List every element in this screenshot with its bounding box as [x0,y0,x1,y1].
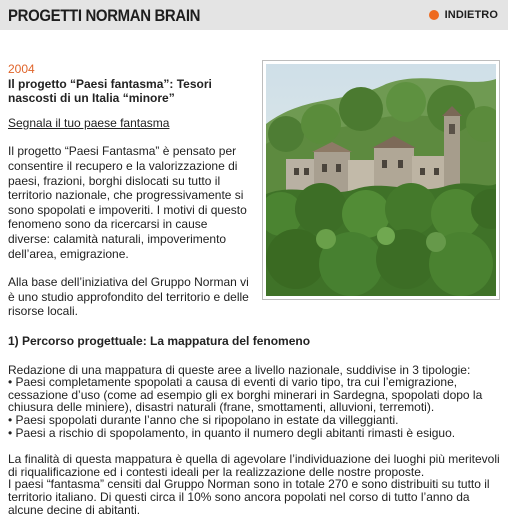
ghost-village-photo [262,60,500,300]
list-item: • Paesi completamente spopolati a causa di eventi di vario tipo, tra cui l’emigrazione, cessazione d’uso (come ad esempio gli ex borghi minerari in Sardegna, spopolati dopo la chiusura delle miniere), disastri naturali (frane, smottamenti, alluvioni, terremoti). [8,375,483,415]
back-button-label: INDIETRO [444,9,498,21]
page-header [0,0,508,30]
ghost-village-photo-image [266,64,496,296]
typology-list [8,376,502,439]
goal-paragraph: La finalità di questa mappatura è quella di agevolare l’individuazione dei luoghi più meritevoli di riqualificazione ed i contesti ideali per la realizzazione delle nostre proposte. [8,452,500,479]
count-paragraph: I paesi “fantasma” censiti dal Gruppo Norman sono in totale 270 e sono distribuiti su tutto il territorio italiano. Di questi circa il 10% sono ancora popolati nel corso di tutto l’anno da alcune decine di abitanti. [8,477,490,517]
report-ghost-town-link[interactable]: Segnala il tuo paese fantasma [8,115,170,130]
section-mapping [8,335,502,516]
intro-paragraph: Il progetto “Paesi Fantasma” è pensato per consentire il recupero e la valorizzazione di paesi, frazioni, borghi dislocati su tutto il territorio nazionale, che progressivamente si sono spopolati e impoveriti. I motivi di questo fenomeno sono da ricercarsi in cause diverse: calamità naturali, impoverimento dell’area, emigrazione. [8,144,247,261]
list-item: • Paesi a rischio di spopolamento, in quanto il numero degli abitanti rimasti è esiguo. [8,425,456,440]
back-button[interactable] [429,9,498,21]
project-year: 2004 [8,62,35,76]
orange-dot-icon [429,10,439,20]
intro-column [8,62,250,333]
project-title: Il progetto “Paesi fantasma”: Tesori nascosti di un Italia “minore” [8,76,212,106]
section-lead: Redazione di una mappatura di queste aree a livello nazionale, suddivise in 3 tipologie: [8,362,471,377]
list-item: • Paesi spopolati durante l’anno che si ripopolano in estate da villeggianti. [8,412,399,427]
intro-paragraph: Alla base dell’iniziativa del Gruppo Norman vi è uno studio approfondito del territorio e delle risorse locali. [8,275,249,319]
section-heading: 1) Percorso progettuale: La mappatura del fenomeno [8,334,311,348]
page-title: PROGETTI NORMAN BRAIN [8,6,201,25]
